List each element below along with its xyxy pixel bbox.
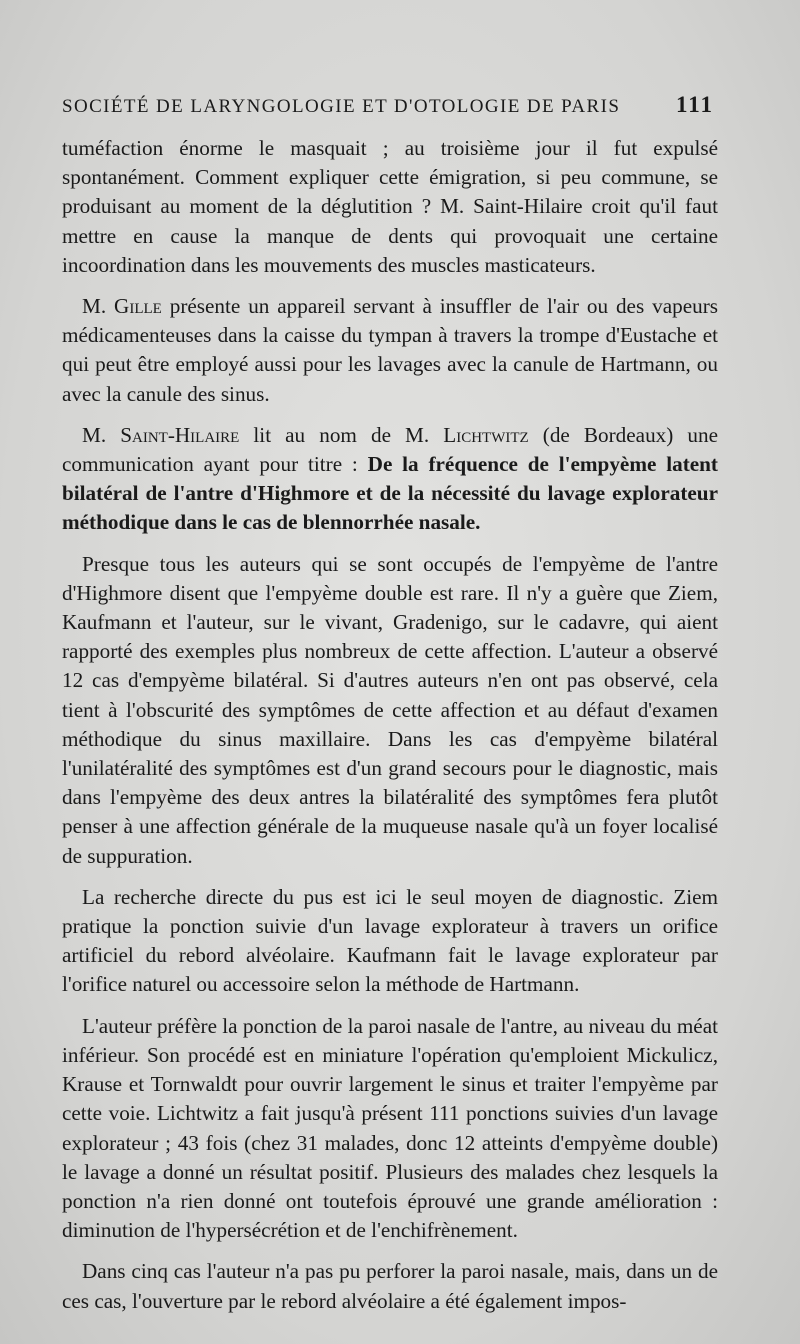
paragraph-2-text: présente un appareil servant à insuffler de l'air ou des vapeurs médicamenteuses dans la caisse du tympan à travers la trompe d'Eustache et qui peut être employé aussi pour les lavages avec la canule de Hartmann, ou avec la canule des sinus.: [62, 294, 718, 406]
paragraph-5: La recherche directe du pus est ici le seul moyen de diagnostic. Ziem pratique la ponction suivie d'un lavage explorateur à travers un orifice artificiel du rebord alvéolaire. Kaufmann fait le lavage explorateur par l'orifice naturel ou accessoire selon la méthode de Hartmann.: [62, 884, 718, 997]
running-header: [62, 92, 714, 122]
paragraph-6: L'auteur préfère la ponction de la paroi nasale de l'antre, au niveau du méat inférieur. Son procédé est en miniature l'opération qu'emploient Mickulicz, Krause et Tornwaldt pour ouvrir largement le sinus et traiter l'empyème par cette voie. Lichtwitz a fait jusqu'à présent 111 ponctions suivies d'un lavage explorateur ; 43 fois (chez 31 malades, donc 12 atteints d'empyème double) le lavage a donné un résultat positif. Plusieurs des malades chez lesquels la ponction n'a rien donné ont toutefois éprouvé une grande amélioration : diminution de l'hypersécrétion et de l'enchifrènement.: [62, 1013, 718, 1243]
author-name-lichtwitz: Lichtwitz: [443, 422, 529, 447]
paragraph-3-prefix: M.: [82, 422, 121, 447]
running-title: SOCIÉTÉ DE LARYNGOLOGIE ET D'OTOLOGIE DE PARIS: [62, 96, 621, 117]
page-number: 111: [676, 92, 714, 117]
paragraph-3-mid: lit au nom de M.: [239, 422, 444, 447]
paragraph-3-text: (de Bordeaux) une communication ayant pour titre :: [62, 422, 718, 477]
speaker-name-gille: Gille: [114, 294, 162, 319]
paragraph-2: [62, 292, 718, 409]
paragraph-1: tuméfaction énorme le masquait ; au troisième jour il fut expulsé spontanément. Comment expliquer cette émigration, si peu commune, se produisant au moment de la déglutition ? M. Saint-Hilaire croit qu'il faut mettre en cause la manque de dents qui provoquait une certaine incoordination dans les mouvements des muscles masticateurs.: [62, 136, 718, 277]
speaker-name-saint-hilaire: Saint-Hilaire: [120, 422, 240, 447]
paragraph-2-prefix: M.: [82, 294, 115, 319]
paragraph-4: Presque tous les auteurs qui se sont occupés de l'empyème de l'antre d'Highmore disent que l'empyème double est rare. Il n'y a guère que Ziem, Kaufmann et l'auteur, sur le vivant, Gradenigo, sur le cadavre, qui aient rapporté des exemples plus nombreux de cette affection. L'auteur a observé 12 cas d'empyème bilatéral. Si d'autres auteurs n'en ont pas observé, cela tient à l'obscurité des symptômes de cette affection et au défaut d'examen méthodique du sinus maxillaire. Dans les cas d'empyème bilatéral l'unilatéralité des symptômes est d'un grand secours pour le diagnostic, mais dans l'empyème des deux antres la bilatéralité des symptômes fera plutôt penser à une affection générale de la muqueuse nasale qu'à un foyer localisé de suppuration.: [62, 551, 718, 868]
paragraph-7: Dans cinq cas l'auteur n'a pas pu perforer la paroi nasale, mais, dans un de ces cas, l'ouverture par le rebord alvéolaire a été également impos-: [62, 1259, 718, 1313]
body-text: [62, 134, 718, 1328]
paragraph-3: [62, 421, 718, 538]
communication-title: De la fréquence de l'empyème latent bilatéral de l'antre d'Highmore et de la nécessité du lavage explorateur méthodique dans le cas de blennorrhée nasale.: [62, 452, 718, 535]
